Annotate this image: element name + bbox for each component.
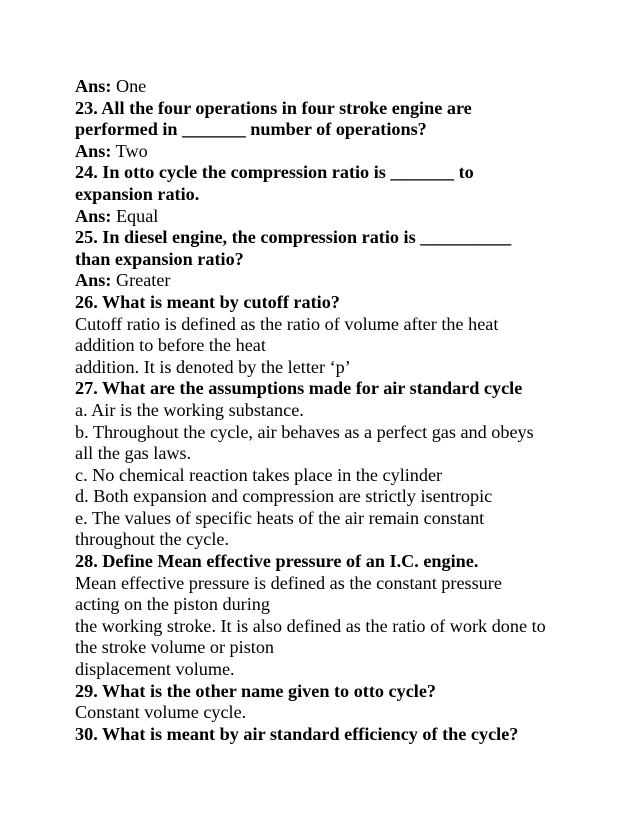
body-text-line: acting on the piston during (75, 594, 270, 615)
body-text-line: addition. It is denoted by the letter ‘p’ (75, 356, 351, 377)
answer-text: One (111, 76, 147, 96)
body-text-line: all the gas laws. (75, 443, 192, 464)
question-line: 25. In diesel engine, the compression ratio is __________ (75, 227, 512, 248)
body-text-line: a. Air is the working substance. (75, 399, 304, 420)
body-text-line: Cutoff ratio is defined as the ratio of volume after the heat (75, 313, 499, 334)
question-line: 29. What is the other name given to otto cycle? (75, 680, 437, 701)
question-line: 28. Define Mean effective pressure of an I.C. engine. (75, 551, 479, 572)
question-line: 27. What are the assumptions made for air standard cycle (75, 378, 523, 399)
body-text-line: the working stroke. It is also defined as the ratio of work done to (75, 615, 546, 636)
document-page (75, 76, 575, 745)
question-line: 30. What is meant by air standard efficiency of the cycle? (75, 723, 519, 744)
answer-label: Ans: (75, 270, 112, 291)
body-text-line: d. Both expansion and compression are strictly isentropic (75, 486, 493, 507)
answer-line (75, 141, 575, 163)
body-text-line: b. Throughout the cycle, air behaves as a perfect gas and obeys (75, 421, 534, 442)
answer-label: Ans: (75, 140, 112, 161)
body-text-line: throughout the cycle. (75, 529, 230, 550)
question-line: expansion ratio. (75, 183, 200, 204)
question-line: performed in _______ number of operations? (75, 119, 427, 140)
body-text-line: the stroke volume or piston (75, 637, 275, 658)
answer-label: Ans: (75, 76, 112, 96)
answer-text: Two (111, 140, 148, 161)
question-line: than expansion ratio? (75, 248, 244, 269)
body-text-line: addition to before the heat (75, 335, 266, 356)
answer-line (75, 270, 575, 292)
answer-label: Ans: (75, 205, 112, 226)
answer-line (75, 76, 575, 98)
body-text-line: c. No chemical reaction takes place in the cylinder (75, 464, 443, 485)
answer-text: Equal (111, 205, 159, 226)
body-text-line: e. The values of specific heats of the air remain constant (75, 507, 485, 528)
body-text-line: displacement volume. (75, 659, 235, 680)
answer-text: Greater (111, 270, 171, 291)
body-text-line: Mean effective pressure is defined as the constant pressure (75, 572, 502, 593)
question-line: 23. All the four operations in four stroke engine are (75, 97, 472, 118)
body-text-line: Constant volume cycle. (75, 702, 247, 723)
answer-line (75, 206, 575, 228)
question-line: 24. In otto cycle the compression ratio is _______ to (75, 162, 474, 183)
question-line: 26. What is meant by cutoff ratio? (75, 291, 340, 312)
